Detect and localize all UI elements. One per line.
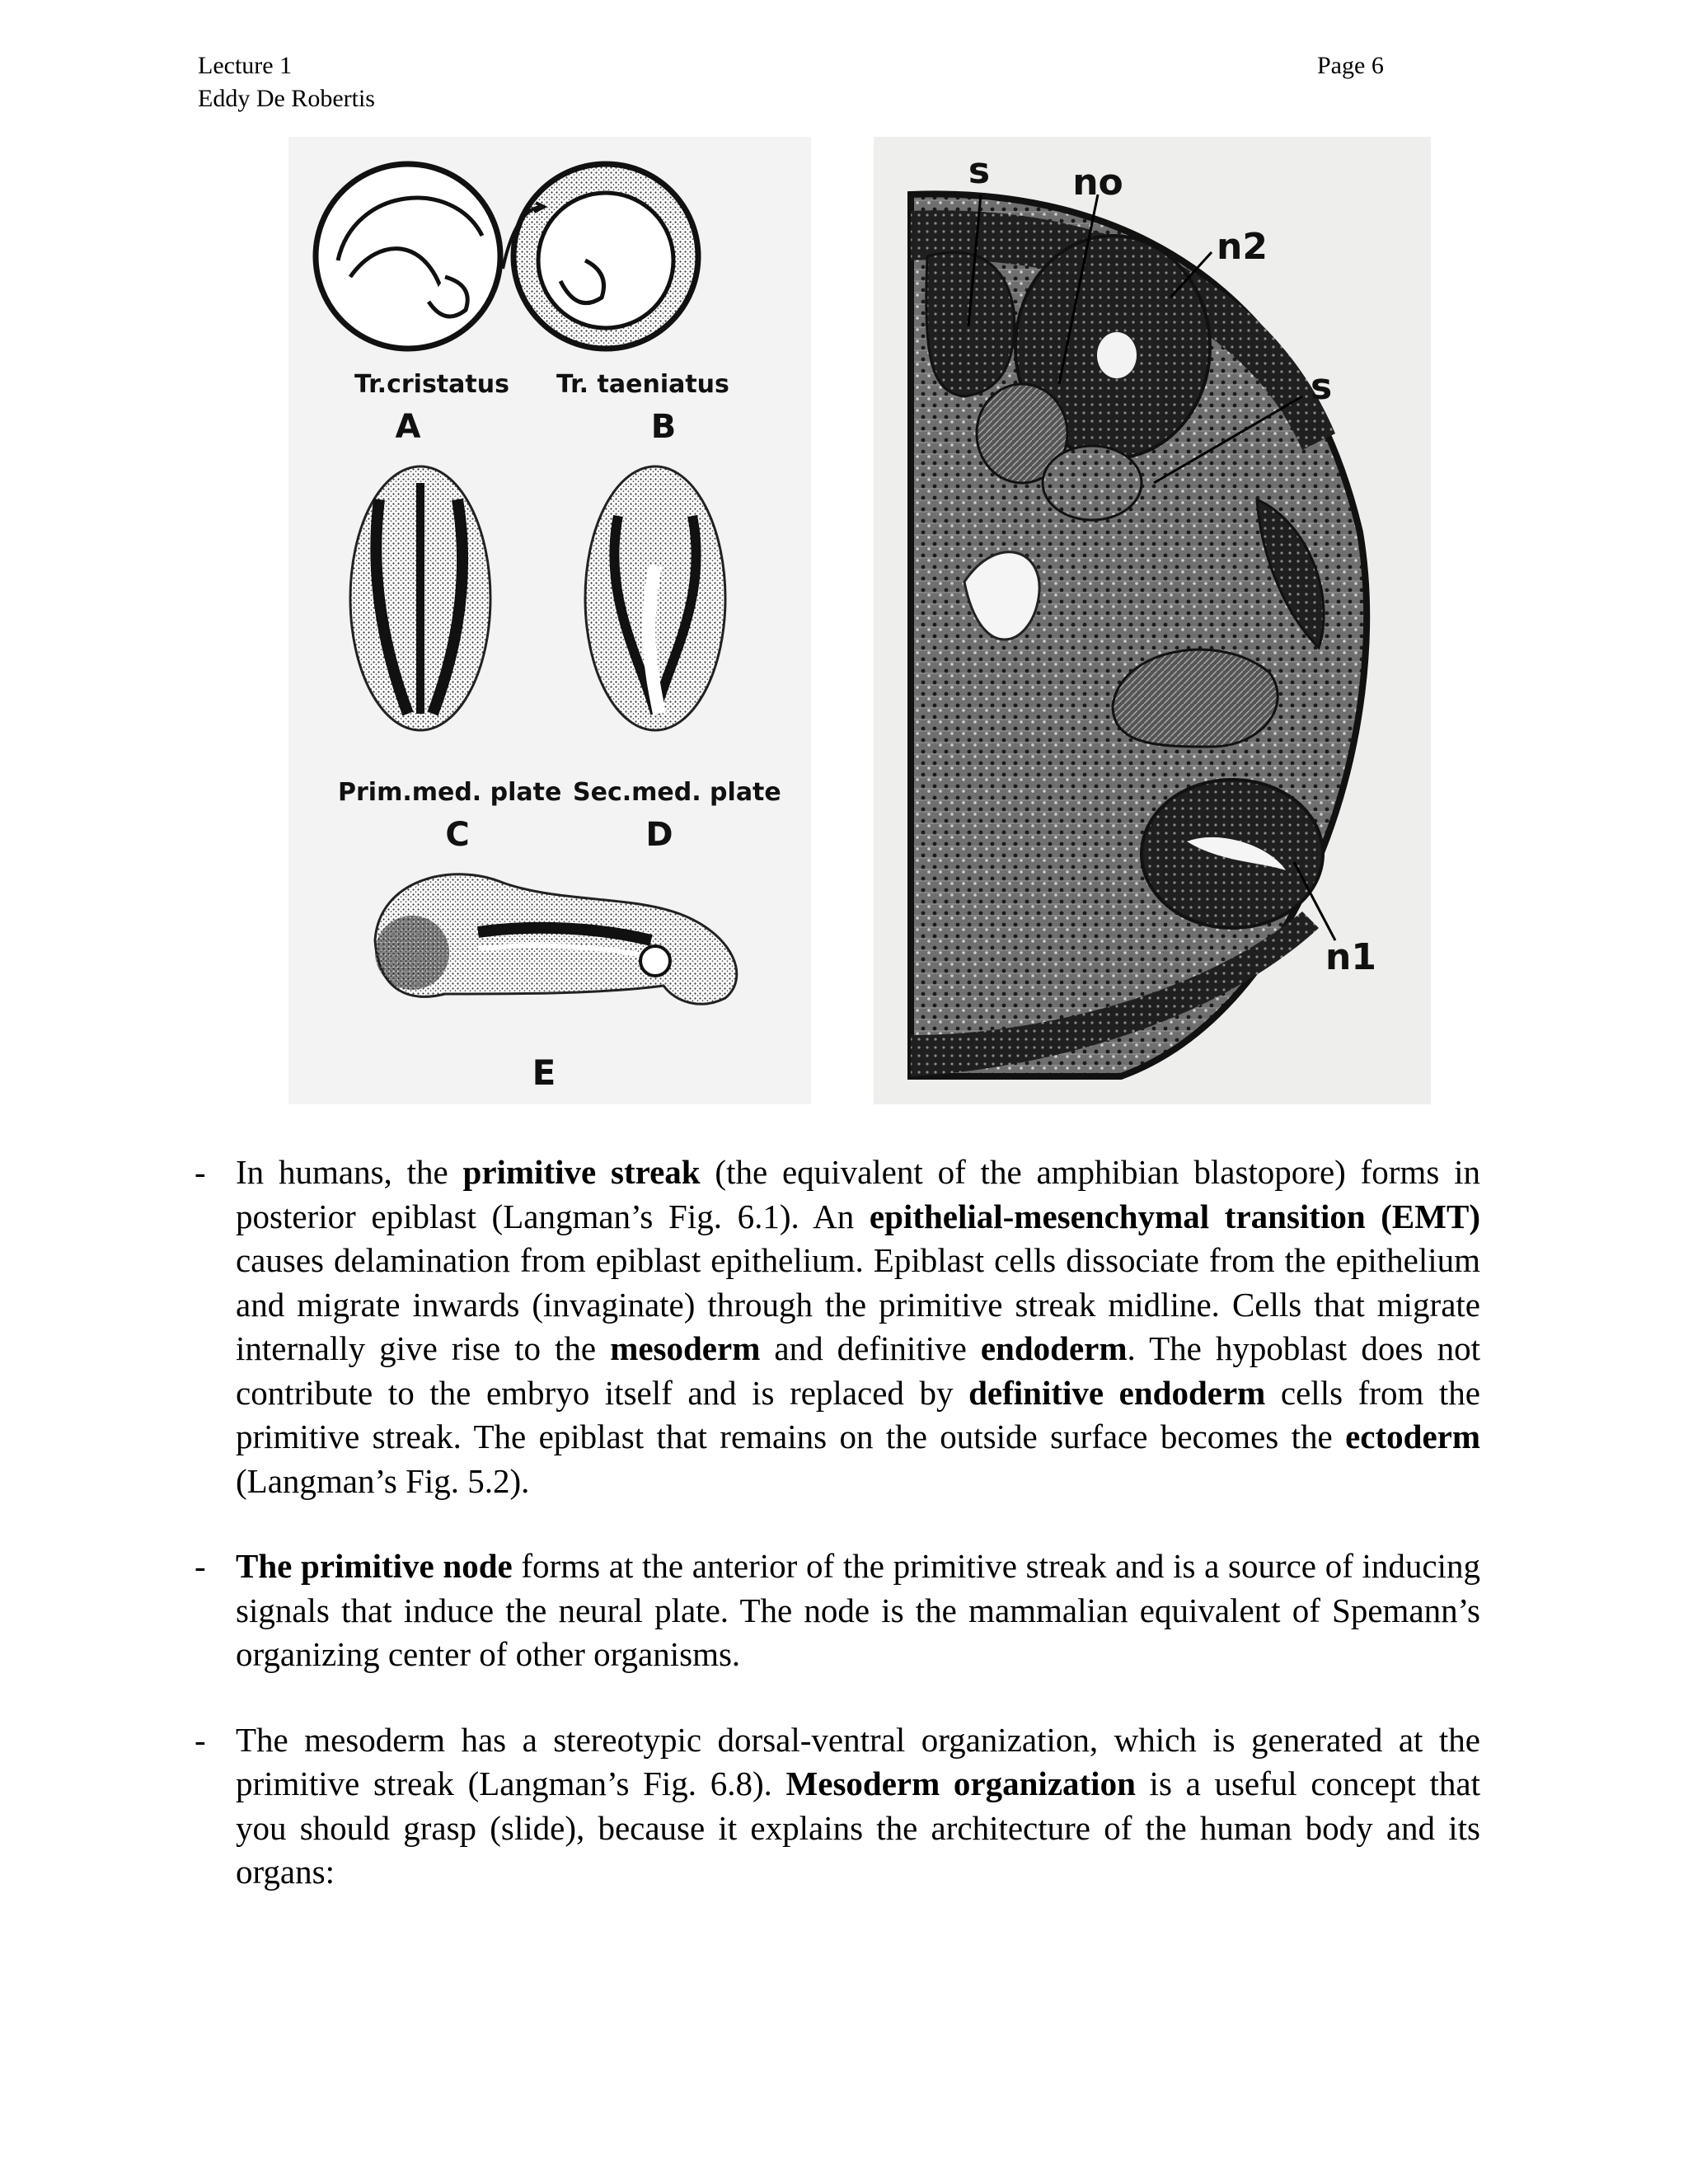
figure-cross-section	[874, 137, 1431, 1104]
bullet-dash: -	[195, 1547, 206, 1585]
author-name: Eddy De Robertis	[198, 85, 375, 112]
embryo-d-drawing	[585, 466, 725, 730]
page-number: Page 6	[1317, 52, 1384, 79]
bullet-dash: -	[195, 1720, 206, 1759]
text: (Langman’s Fig. 5.2).	[236, 1461, 530, 1500]
label-tr-cristatus: Tr.cristatus	[354, 370, 509, 399]
label-n2: n2	[1217, 226, 1268, 268]
text: The mesoderm has a stereotypic dorsal-ventral organization, which is generated at the primitive streak (Langman’s Fig. 6.8).	[236, 1720, 1480, 1802]
label-sec-med-plate: Sec.med. plate	[573, 778, 781, 807]
term-emt: epithelial-mesenchymal transition (EMT)	[869, 1197, 1480, 1235]
bullet-mesoderm-organization	[195, 1718, 1480, 1895]
text: forms at the anterior of the primitive streak and is a source of inducing signals that induce the neural plate. The node is the mammalian equivalent of Spemann’s organizing center of other organisms.	[236, 1547, 1481, 1673]
text: and definitive	[760, 1329, 981, 1367]
label-a: A	[395, 408, 421, 446]
figure-cross-section-drawing	[874, 137, 1431, 1104]
term-definitive-endoderm: definitive endoderm	[968, 1373, 1266, 1412]
embryo-b-drawing	[503, 164, 698, 349]
figure-amphibian-embryos-drawing	[288, 137, 811, 1104]
bullet-primitive-streak	[195, 1151, 1480, 1503]
term-mesoderm: mesoderm	[610, 1329, 761, 1367]
term-primitive-node: The primitive node	[236, 1547, 513, 1585]
text: In humans, the	[236, 1153, 463, 1191]
label-e: E	[532, 1052, 556, 1093]
embryo-e-drawing	[375, 874, 737, 1004]
embryo-c-drawing	[350, 466, 490, 730]
label-c: C	[445, 816, 470, 854]
term-primitive-streak: primitive streak	[462, 1153, 701, 1191]
text: cells from the primitive streak. The epiblast that remains on the outside surface becomes the	[236, 1373, 1481, 1455]
bullet-list	[195, 1151, 1480, 1936]
embryo-a-drawing	[316, 164, 500, 349]
text: causes delamination from epiblast epithelium. Epiblast cells dissociate from the epithelium and migrate inwards (invaginate) through the primitive streak midline. Cells that migrate internally give rise to the	[236, 1241, 1480, 1367]
label-b: B	[650, 408, 677, 446]
figure-amphibian-embryos	[288, 137, 811, 1104]
label-prim-med-plate: Prim.med. plate	[338, 778, 562, 807]
term-ectoderm: ectoderm	[1345, 1418, 1480, 1455]
page-header-left	[198, 49, 375, 115]
label-n1: n1	[1325, 936, 1376, 978]
label-no: no	[1072, 162, 1123, 204]
label-tr-taeniatus: Tr. taeniatus	[556, 370, 729, 399]
text: . The hypoblast does not contribute to the embryo itself and is replaced by	[236, 1329, 1480, 1412]
lecture-label: Lecture 1	[198, 52, 293, 79]
bullet-dash: -	[195, 1153, 206, 1191]
bullet-primitive-node	[195, 1544, 1480, 1677]
term-mesoderm-organization: Mesoderm organization	[785, 1765, 1136, 1802]
label-s-right: s	[1311, 366, 1333, 408]
text: (the equivalent of the amphibian blastopore) forms in posterior epiblast (Langman’s Fig. 6.1). An	[236, 1153, 1480, 1235]
label-s-top: s	[968, 150, 991, 192]
label-d: D	[645, 816, 673, 854]
text: is a useful concept that you should grasp (slide), because it explains the architecture of the human body and its organs:	[236, 1765, 1480, 1891]
term-endoderm: endoderm	[980, 1329, 1128, 1367]
